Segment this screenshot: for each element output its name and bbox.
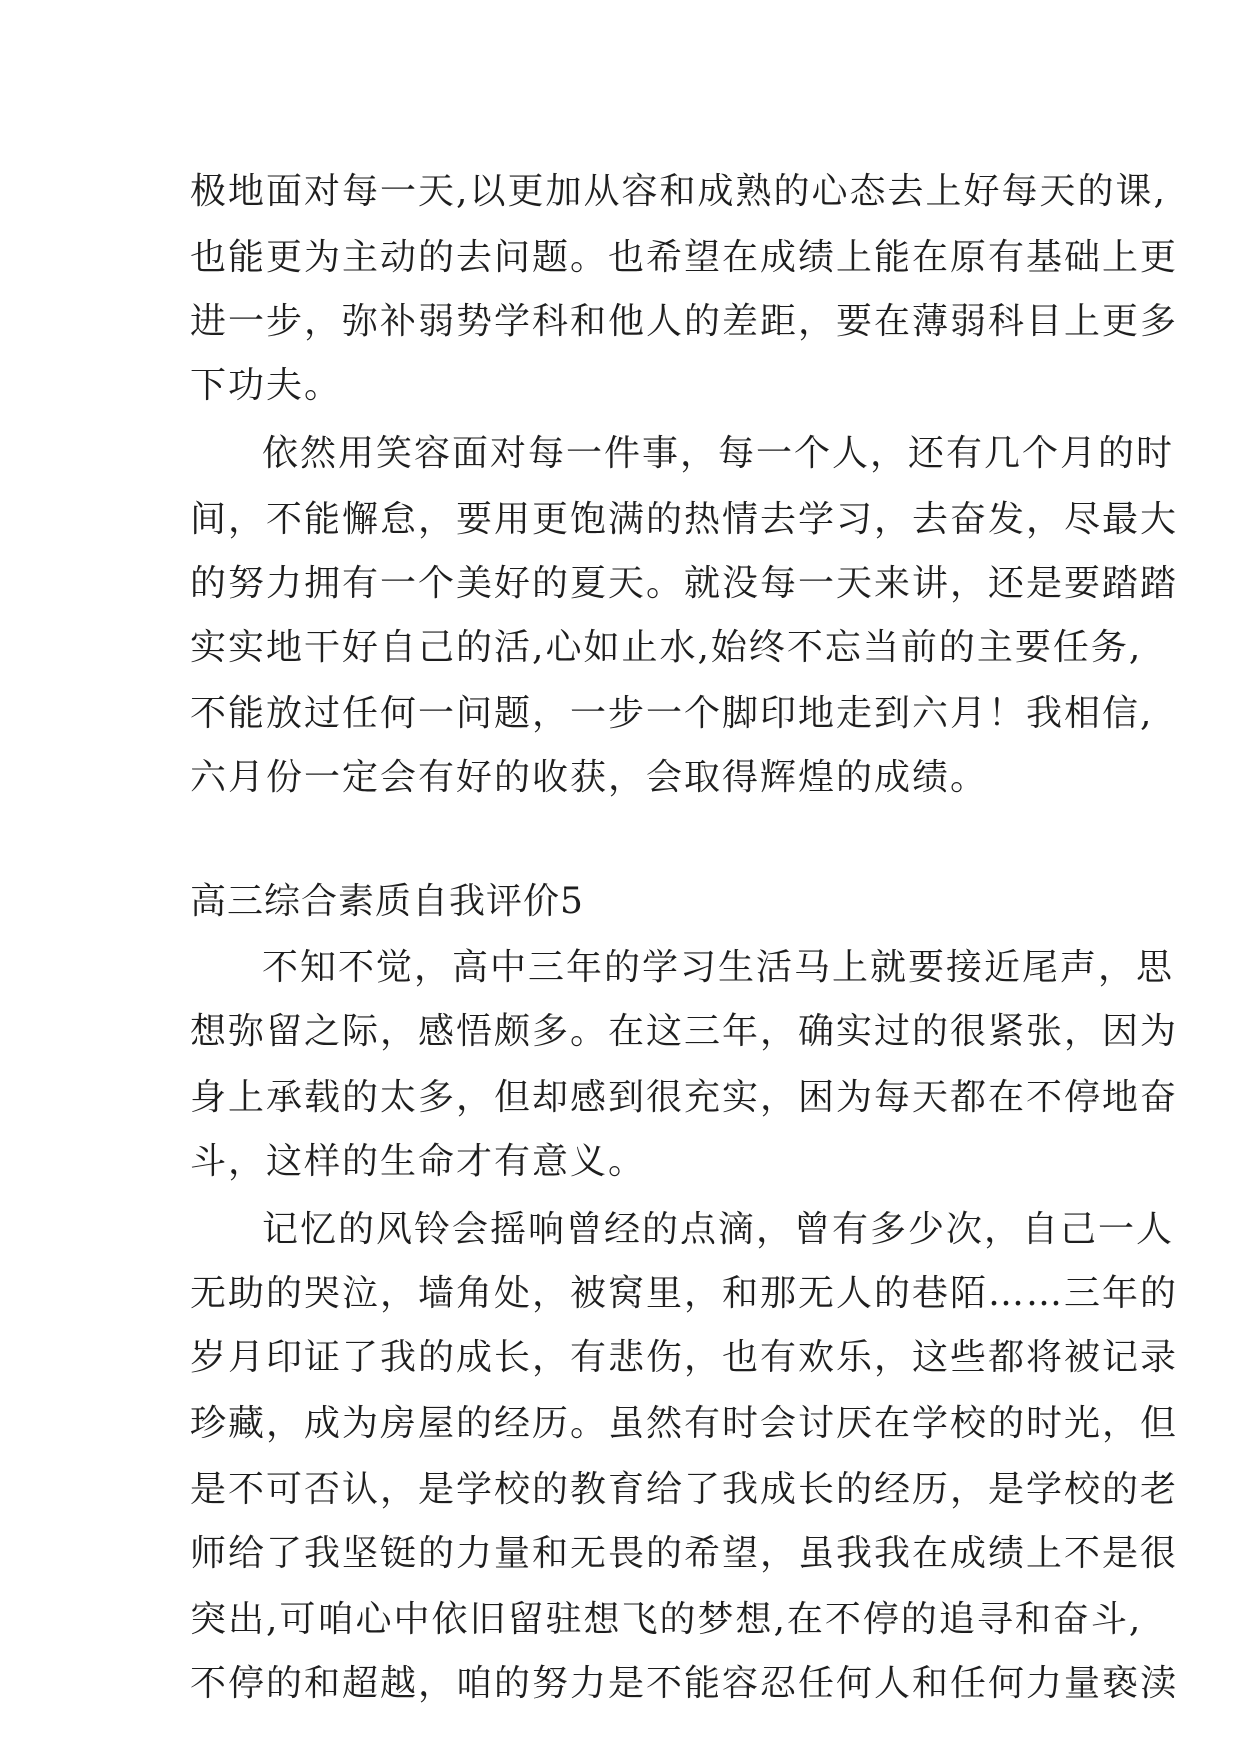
text-line: 不能放过任何一问题，一步一个脚印地走到六月！我相信, xyxy=(190,693,1154,734)
text-line: 也能更为主动的去问题。也希望在成绩上能在原有基础上更 xyxy=(190,237,1179,278)
text-line: 极地面对每一天,以更加从容和成熟的心态去上好每天的课, xyxy=(190,171,1167,212)
text-line: 实实地干好自己的活,心如止水,始终不忘当前的主要任务, xyxy=(190,627,1143,668)
text-line: 无助的哭泣，墙角处，被窝里，和那无人的巷陌……三年的 xyxy=(190,1273,1179,1314)
text-line: 不停的和超越，咱的努力是不能容忍任何人和任何力量亵渎 xyxy=(190,1663,1179,1704)
paragraph-first-line: 不知不觉，高中三年的学习生活马上就要接近尾声，思 xyxy=(262,947,1175,988)
text-line: 岁月印证了我的成长，有悲伤，也有欢乐，这些都将被记录 xyxy=(190,1337,1179,1378)
text-line: 斗，这样的生命才有意义。 xyxy=(190,1141,647,1182)
section-heading: 高三综合素质自我评价5 xyxy=(190,881,584,922)
text-line: 珍藏，成为房屋的经历。虽然有时会讨厌在学校的时光，但 xyxy=(190,1403,1179,1444)
text-line: 进一步，弥补弱势学科和他人的差距，要在薄弱科目上更多 xyxy=(190,301,1179,342)
text-line: 下功夫。 xyxy=(190,365,343,406)
paragraph-first-line: 依然用笑容面对每一件事，每一个人，还有几个月的时 xyxy=(262,433,1175,474)
text-line: 想弥留之际，感悟颇多。在这三年，确实过的很紧张，因为 xyxy=(190,1011,1179,1052)
paragraph-first-line: 记忆的风铃会摇响曾经的点滴，曾有多少次，自己一人 xyxy=(262,1209,1175,1250)
text-line: 身上承载的太多，但却感到很充实，困为每天都在不停地奋 xyxy=(190,1077,1179,1118)
text-line: 师给了我坚铤的力量和无畏的希望，虽我我在成绩上不是很 xyxy=(190,1533,1179,1574)
text-line: 突出,可咱心中依旧留驻想飞的梦想,在不停的追寻和奋斗, xyxy=(190,1599,1143,1640)
text-line: 是不可否认，是学校的教育给了我成长的经历，是学校的老 xyxy=(190,1469,1179,1510)
text-line: 六月份一定会有好的收获，会取得辉煌的成绩。 xyxy=(190,757,989,798)
text-line: 间，不能懈怠，要用更饱满的热情去学习，去奋发，尽最大 xyxy=(190,499,1179,540)
text-line: 的努力拥有一个美好的夏天。就没每一天来讲，还是要踏踏 xyxy=(190,563,1179,604)
